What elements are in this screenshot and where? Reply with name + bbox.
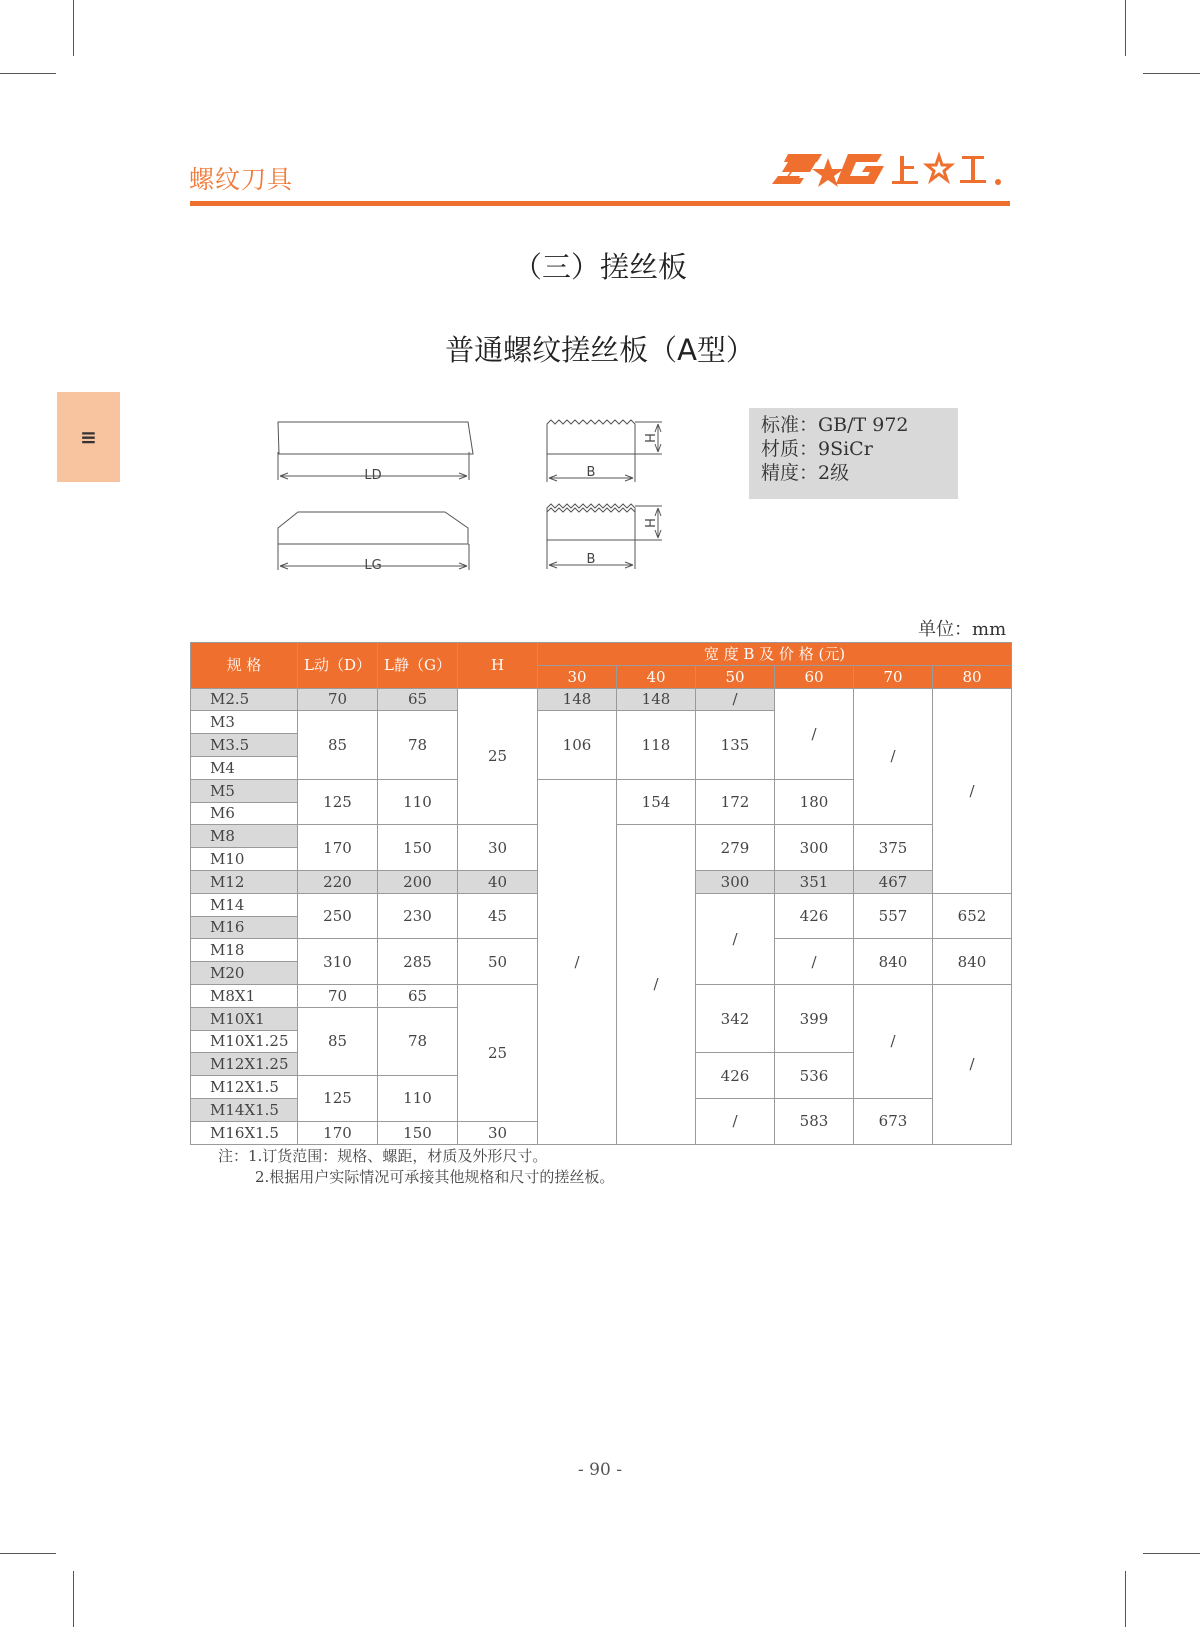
- table-cell: 300: [696, 870, 775, 893]
- table-cell: /: [696, 1098, 775, 1144]
- table-cell: 148: [617, 688, 696, 711]
- spec-cell: M10X1: [191, 1007, 298, 1030]
- table-cell: /: [696, 893, 775, 984]
- spec-cell: M16: [191, 916, 298, 939]
- col-header-spec: 规 格: [191, 643, 298, 689]
- note-line: 注：1.订货范围：规格、螺距，材质及外形尺寸。: [218, 1147, 548, 1165]
- table-header-row: [191, 643, 1012, 666]
- spec-cell: M8: [191, 825, 298, 848]
- spec-cell: M5: [191, 779, 298, 802]
- table-cell: 399: [775, 984, 854, 1052]
- table-cell: 652: [933, 893, 1012, 939]
- table-cell: /: [775, 939, 854, 985]
- table-cell: 230: [378, 893, 458, 939]
- table-cell: 300: [775, 825, 854, 871]
- crop-mark: [1143, 1553, 1200, 1554]
- col-header-width-price: 宽 度 B 及 价 格 (元): [538, 643, 1012, 666]
- spec-cell: M3: [191, 711, 298, 734]
- col-header-width: 50: [696, 665, 775, 688]
- table-cell: /: [933, 688, 1012, 893]
- spec-cell: M2.5: [191, 688, 298, 711]
- col-header-width: 70: [854, 665, 933, 688]
- table-cell: 172: [696, 779, 775, 825]
- spec-cell: M12: [191, 870, 298, 893]
- crop-mark: [0, 73, 56, 74]
- table-cell: 200: [378, 870, 458, 893]
- table-cell: 351: [775, 870, 854, 893]
- notes: [218, 1146, 614, 1188]
- col-header-width: 60: [775, 665, 854, 688]
- dim-label-b: B: [586, 552, 596, 567]
- spec-cell: M6: [191, 802, 298, 825]
- spec-cell: M4: [191, 756, 298, 779]
- table-cell: 135: [696, 711, 775, 779]
- spec-cell: M14X1.5: [191, 1098, 298, 1121]
- menu-icon: ≡: [80, 425, 97, 449]
- table-cell: 467: [854, 870, 933, 893]
- col-header-ld: L动（D）: [298, 643, 378, 689]
- table-cell: /: [854, 688, 933, 825]
- table-cell: 110: [378, 1076, 458, 1122]
- table-cell: 70: [298, 688, 378, 711]
- col-header-width: 30: [538, 665, 617, 688]
- header-rule: [190, 201, 1010, 206]
- technical-drawing: [270, 412, 680, 587]
- table-cell: /: [617, 825, 696, 1144]
- table-cell: 840: [933, 939, 1012, 985]
- table-cell: 154: [617, 779, 696, 825]
- spec-cell: M3.5: [191, 734, 298, 757]
- table-cell: 25: [458, 688, 538, 825]
- table-cell: 170: [298, 1121, 378, 1144]
- dim-label-h: H: [641, 433, 656, 443]
- table-cell: 426: [696, 1053, 775, 1099]
- dim-label-ld: LD: [364, 468, 382, 483]
- note-line: 2.根据用户实际情况可承接其他规格和尺寸的搓丝板。: [255, 1168, 615, 1186]
- table-cell: 220: [298, 870, 378, 893]
- crop-mark: [1143, 73, 1200, 74]
- table-cell: 70: [298, 984, 378, 1007]
- table-cell: 279: [696, 825, 775, 871]
- table-cell: 118: [617, 711, 696, 779]
- table-cell: 25: [458, 984, 538, 1121]
- table-cell: 45: [458, 893, 538, 939]
- dim-label-b: B: [586, 465, 596, 480]
- table-cell: 65: [378, 688, 458, 711]
- spec-cell: M8X1: [191, 984, 298, 1007]
- brand-logo: [770, 150, 1010, 196]
- table-cell: 85: [298, 1007, 378, 1075]
- table-cell: /: [933, 984, 1012, 1144]
- table-row: [191, 688, 1012, 711]
- spec-cell: M16X1.5: [191, 1121, 298, 1144]
- table-cell: 673: [854, 1098, 933, 1144]
- table-cell: 50: [458, 939, 538, 985]
- table-cell: 110: [378, 779, 458, 825]
- table-cell: 426: [775, 893, 854, 939]
- table-cell: 840: [854, 939, 933, 985]
- table-cell: /: [538, 779, 617, 1144]
- spec-cell: M12X1.5: [191, 1076, 298, 1099]
- table-cell: 583: [775, 1098, 854, 1144]
- crop-mark: [1125, 1571, 1126, 1627]
- table-cell: /: [696, 688, 775, 711]
- subtitle: 普通螺纹搓丝板（A型）: [445, 333, 755, 367]
- header-title: 螺纹刀具: [189, 165, 294, 194]
- table-cell: 85: [298, 711, 378, 779]
- table-cell: 150: [378, 825, 458, 871]
- spec-standard: 标准：GB/T 972: [761, 414, 909, 436]
- col-header-lg: L静（G）: [378, 643, 458, 689]
- table-cell: /: [854, 984, 933, 1098]
- spec-precision: 精度：2级: [761, 462, 850, 484]
- table-cell: 78: [378, 1007, 458, 1075]
- spec-cell: M10X1.25: [191, 1030, 298, 1053]
- table-cell: 150: [378, 1121, 458, 1144]
- table-cell: /: [775, 688, 854, 779]
- dim-label-h: H: [641, 518, 656, 528]
- table-cell: 536: [775, 1053, 854, 1099]
- spec-cell: M20: [191, 962, 298, 985]
- price-table: [190, 642, 1012, 1145]
- spec-cell: M18: [191, 939, 298, 962]
- col-header-width: 80: [933, 665, 1012, 688]
- table-cell: 285: [378, 939, 458, 985]
- col-header-width: 40: [617, 665, 696, 688]
- crop-mark: [73, 0, 74, 56]
- spec-cell: M10: [191, 848, 298, 871]
- crop-mark: [73, 1571, 74, 1627]
- spec-cell: M14: [191, 893, 298, 916]
- table-cell: 125: [298, 779, 378, 825]
- table-cell: 250: [298, 893, 378, 939]
- table-cell: 125: [298, 1076, 378, 1122]
- dim-label-lg: LG: [364, 558, 382, 573]
- table-cell: 65: [378, 984, 458, 1007]
- unit-label: 单位：mm: [918, 619, 1007, 640]
- table-cell: 375: [854, 825, 933, 871]
- section-title: （三）搓丝板: [512, 250, 687, 284]
- spec-material: 材质：9SiCr: [761, 438, 873, 460]
- crop-mark: [1125, 0, 1126, 56]
- table-cell: 30: [458, 825, 538, 871]
- table-cell: 106: [538, 711, 617, 779]
- spec-box: [749, 408, 958, 499]
- table-cell: 148: [538, 688, 617, 711]
- table-cell: 342: [696, 984, 775, 1052]
- table-cell: 170: [298, 825, 378, 871]
- side-tab[interactable]: [57, 392, 120, 482]
- crop-mark: [0, 1553, 56, 1554]
- page-number: - 90 -: [578, 1460, 622, 1480]
- table-cell: 78: [378, 711, 458, 779]
- table-cell: 557: [854, 893, 933, 939]
- table-cell: 40: [458, 870, 538, 893]
- spec-cell: M12X1.25: [191, 1053, 298, 1076]
- table-cell: 180: [775, 779, 854, 825]
- table-cell: 30: [458, 1121, 538, 1144]
- table-cell: 310: [298, 939, 378, 985]
- col-header-h: H: [458, 643, 538, 689]
